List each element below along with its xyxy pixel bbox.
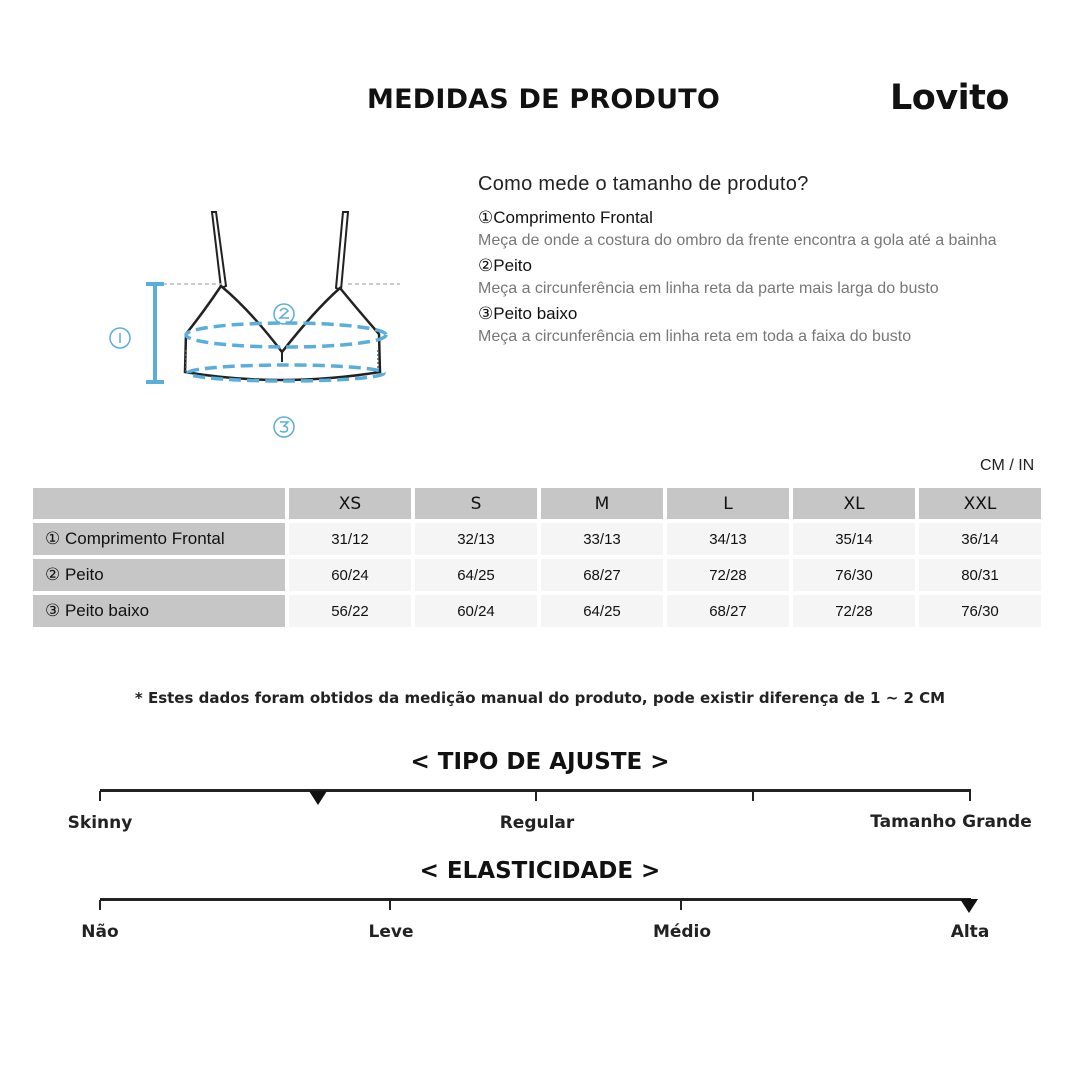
fit-tick — [535, 791, 537, 801]
instruction-desc-underbust: Meça a circunferência em linha reta em toda a faixa do busto — [478, 328, 912, 345]
brand-logo: Lovito — [890, 78, 1009, 118]
table-cell: 33/13 — [541, 523, 663, 555]
table-cell: 35/14 — [793, 523, 915, 555]
elasticity-scale-title: < ELASTICIDADE > — [419, 858, 661, 884]
table-cell: 60/24 — [289, 559, 411, 591]
elasticity-label-none: Não — [81, 922, 119, 942]
table-cell: 80/31 — [919, 559, 1041, 591]
instructions-question: Como mede o tamanho de produto? — [478, 173, 809, 195]
table-cell: 60/24 — [415, 595, 537, 627]
table-cell: 32/13 — [415, 523, 537, 555]
table-cell: 72/28 — [667, 559, 789, 591]
row-label: ③ Peito baixo — [33, 595, 285, 627]
table-header-row — [33, 488, 1041, 519]
size-table — [29, 484, 1045, 631]
fit-label-skinny: Skinny — [67, 813, 133, 833]
table-row — [33, 523, 1041, 555]
size-header-xxl: XXL — [919, 488, 1041, 519]
size-header-s: S — [415, 488, 537, 519]
table-cell: 34/13 — [667, 523, 789, 555]
left-strap — [212, 212, 226, 288]
table-row — [33, 559, 1041, 591]
marker-1 — [110, 328, 130, 348]
elasticity-label-medium: Médio — [652, 922, 712, 942]
table-cell: 64/25 — [415, 559, 537, 591]
table-corner-cell — [33, 488, 285, 519]
instruction-heading-front-length: ①Comprimento Frontal — [478, 208, 653, 227]
measurement-instructions — [478, 173, 1038, 351]
instruction-heading-chest: ②Peito — [478, 256, 532, 275]
table-cell: 36/14 — [919, 523, 1041, 555]
fit-tick — [99, 791, 101, 801]
table-cell: 31/12 — [289, 523, 411, 555]
table-row — [33, 595, 1041, 627]
marker-2 — [274, 304, 294, 324]
size-header-m: M — [541, 488, 663, 519]
fit-level-marker — [309, 791, 327, 805]
table-cell: 56/22 — [289, 595, 411, 627]
table-cell: 68/27 — [541, 559, 663, 591]
table-cell: 76/30 — [793, 559, 915, 591]
page-title: MEDIDAS DE PRODUTO — [367, 84, 721, 115]
instruction-heading-underbust: ③Peito baixo — [478, 304, 578, 323]
fit-label-large: Tamanho Grande — [870, 812, 1032, 832]
elasticity-tick — [99, 900, 101, 910]
fit-tick — [969, 791, 971, 801]
row-label: ① Comprimento Frontal — [33, 523, 285, 555]
fit-tick — [752, 791, 754, 801]
instruction-desc-chest: Meça a circunferência em linha reta da parte mais larga do busto — [478, 280, 939, 297]
size-header-l: L — [667, 488, 789, 519]
units-label: CM / IN — [980, 457, 1035, 474]
elasticity-tick — [389, 900, 391, 910]
table-cell: 68/27 — [667, 595, 789, 627]
fit-scale-title: < TIPO DE AJUSTE > — [410, 749, 670, 775]
measurement-note: * Estes dados foram obtidos da medição manual do produto, pode existir diferença de 1 ~ 2 CM — [134, 689, 946, 707]
table-cell: 64/25 — [541, 595, 663, 627]
elasticity-label-light: Leve — [368, 922, 414, 942]
size-header-xl: XL — [793, 488, 915, 519]
fit-label-regular: Regular — [499, 813, 575, 833]
table-cell: 72/28 — [793, 595, 915, 627]
elasticity-label-high: Alta — [950, 922, 990, 942]
row-label: ② Peito — [33, 559, 285, 591]
marker-3 — [274, 417, 294, 437]
table-cell: 76/30 — [919, 595, 1041, 627]
bra-measurement-diagram — [100, 200, 420, 450]
instruction-desc-front-length: Meça de onde a costura do ombro da frente encontra a gola até a bainha — [478, 232, 997, 249]
elasticity-scale-line — [100, 898, 971, 901]
right-strap — [336, 212, 348, 290]
elasticity-level-marker — [960, 899, 978, 913]
size-header-xs: XS — [289, 488, 411, 519]
elasticity-tick — [680, 900, 682, 910]
